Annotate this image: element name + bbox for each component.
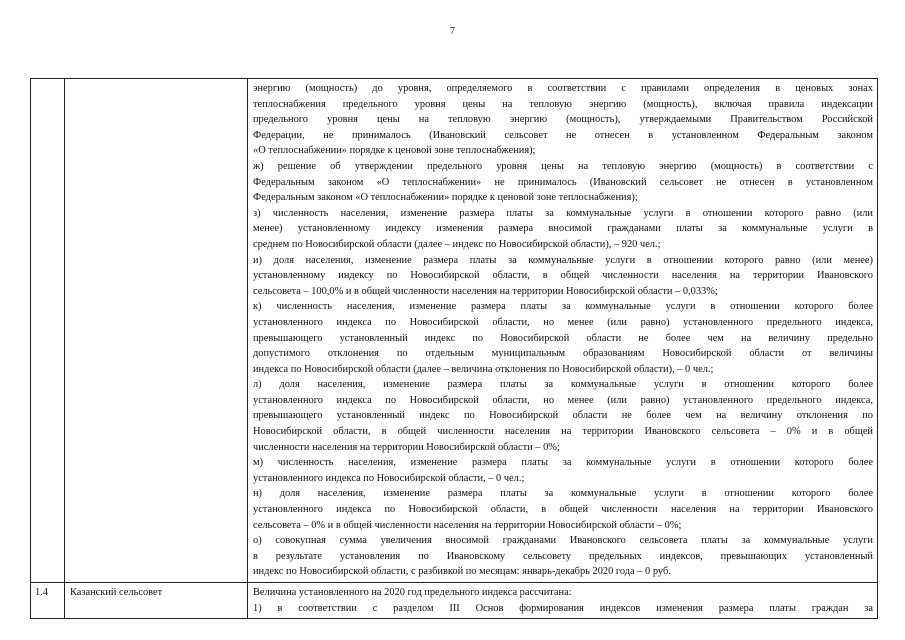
text-line: среднем по Новосибирской области (далее – индекс по Новосибирской области), – 920 чел.; — [253, 238, 661, 250]
row-number — [31, 79, 65, 583]
row-number: 1.4 — [31, 583, 65, 619]
text-line: индекса по Новосибирской области (далее – величина отклонения по Новосибирской области), – 0 чел.; — [253, 363, 714, 375]
text-line: энергию (мощность) до уровня, определяемого в соответствии с правилами определения в ценовых зонах — [253, 83, 873, 94]
text-line: сельсовета – 100,0% и в общей численности населения на территории Новосибирской области – 0,033%; — [253, 285, 718, 297]
text-line: превышающего установленный индекс по Новосибирской области не более чем на величину отклонения по — [253, 410, 873, 422]
text-line: 1) в соответствии с разделом III Основ формирования индексов изменения размера платы граждан за — [253, 602, 873, 614]
text-line: и) доля населения, изменение размера платы за коммунальные услуги в отношении которого равно (или менее) — [253, 254, 873, 266]
text-line: о) совокупная сумма увеличения вносимой гражданами Ивановского сельсовета платы за коммунальные услуги — [253, 535, 873, 547]
text-line: Федеральным законом «О теплоснабжении» не принималось (Ивановский сельсовет не отнесен в установленном — [253, 176, 873, 188]
text-line: Федеральным законом «О теплоснабжении» порядке к ценовой зоне теплоснабжения); — [253, 192, 638, 204]
text-line: Новосибирской области, в общей численности населения на территории Ивановского сельсовета – 0% и в общей — [253, 426, 873, 438]
text-line: теплоснабжения предельного уровня цены на тепловую энергию (мощность), включая правила индексации — [253, 98, 873, 110]
text-line: индекс по Новосибирской области, с разбивкой по месяцам: январь-декабрь 2020 года – 0 руб. — [253, 566, 671, 578]
text-line: установленному индексу по Новосибирской области, в общей численности населения на территории Ивановского — [253, 270, 873, 282]
municipality-table — [30, 78, 878, 619]
text-line: Федерации, не принималось (Ивановский сельсовет не отнесен в установленном Федеральным законом — [253, 129, 873, 141]
text-line: н) доля населения, изменение размера платы за коммунальные услуги в отношении которого более — [253, 488, 873, 500]
text-line: предельного уровня цены на тепловую энергию (мощность), утверждаемыми Правительством Российской — [253, 114, 873, 126]
text-line: установленного индекса по Новосибирской области, – 0 чел.; — [253, 472, 525, 484]
row-description — [248, 583, 878, 619]
text-line: «О теплоснабжении» порядке к ценовой зоне теплоснабжения); — [253, 145, 536, 157]
table-row — [31, 583, 878, 619]
text-line: установленного индекса по Новосибирской области, но менее (или равно) установленного предельного индекса, — [253, 394, 873, 406]
text-line: допустимого отклонения по отдельным муниципальным образованиям Новосибирской области от величины — [253, 348, 873, 360]
text-line: установленного индекса по Новосибирской области, в общей численности населения на территории Ивановского — [253, 504, 873, 516]
text-line: сельсовета – 0% и в общей численности населения на территории Новосибирской области – 0%; — [253, 519, 682, 531]
text-line: Величина установленного на 2020 год предельного индекса рассчитана: — [253, 587, 572, 598]
text-line: з) численность населения, изменение размера платы за коммунальные услуги в отношении которого равно (или — [253, 207, 873, 219]
text-line: менее) установленному индексу изменения размера вносимой гражданами платы за коммунальные услуги в — [253, 223, 873, 235]
text-line: превышающего установленный индекс по Новосибирской области не более чем на величину предельно — [253, 332, 873, 344]
municipality-name — [65, 79, 248, 583]
table-row — [31, 79, 878, 583]
page-number: 7 — [450, 26, 455, 37]
text-line: ж) решение об утверждении предельного уровня цены на тепловую энергию (мощность) в соответствии с — [253, 160, 873, 172]
text-line: л) доля населения, изменение размера платы за коммунальные услуги в отношении которого более — [253, 379, 873, 391]
text-line: установленного индекса по Новосибирской области, но менее (или равно) установленного предельного индекса, — [253, 316, 873, 328]
text-line: м) численность населения, изменение размера платы за коммунальные услуги в отношении которого более — [253, 457, 873, 469]
row-description — [248, 79, 878, 583]
text-line: в результате установления по Ивановскому сельсовету предельных индексов, превышающих установленный — [253, 550, 873, 562]
text-line: численности населения на территории Новосибирской области – 0%; — [253, 441, 560, 453]
municipality-name: Казанский сельсовет — [65, 583, 248, 619]
text-line: к) численность населения, изменение размера платы за коммунальные услуги в отношении которого более — [253, 301, 873, 313]
